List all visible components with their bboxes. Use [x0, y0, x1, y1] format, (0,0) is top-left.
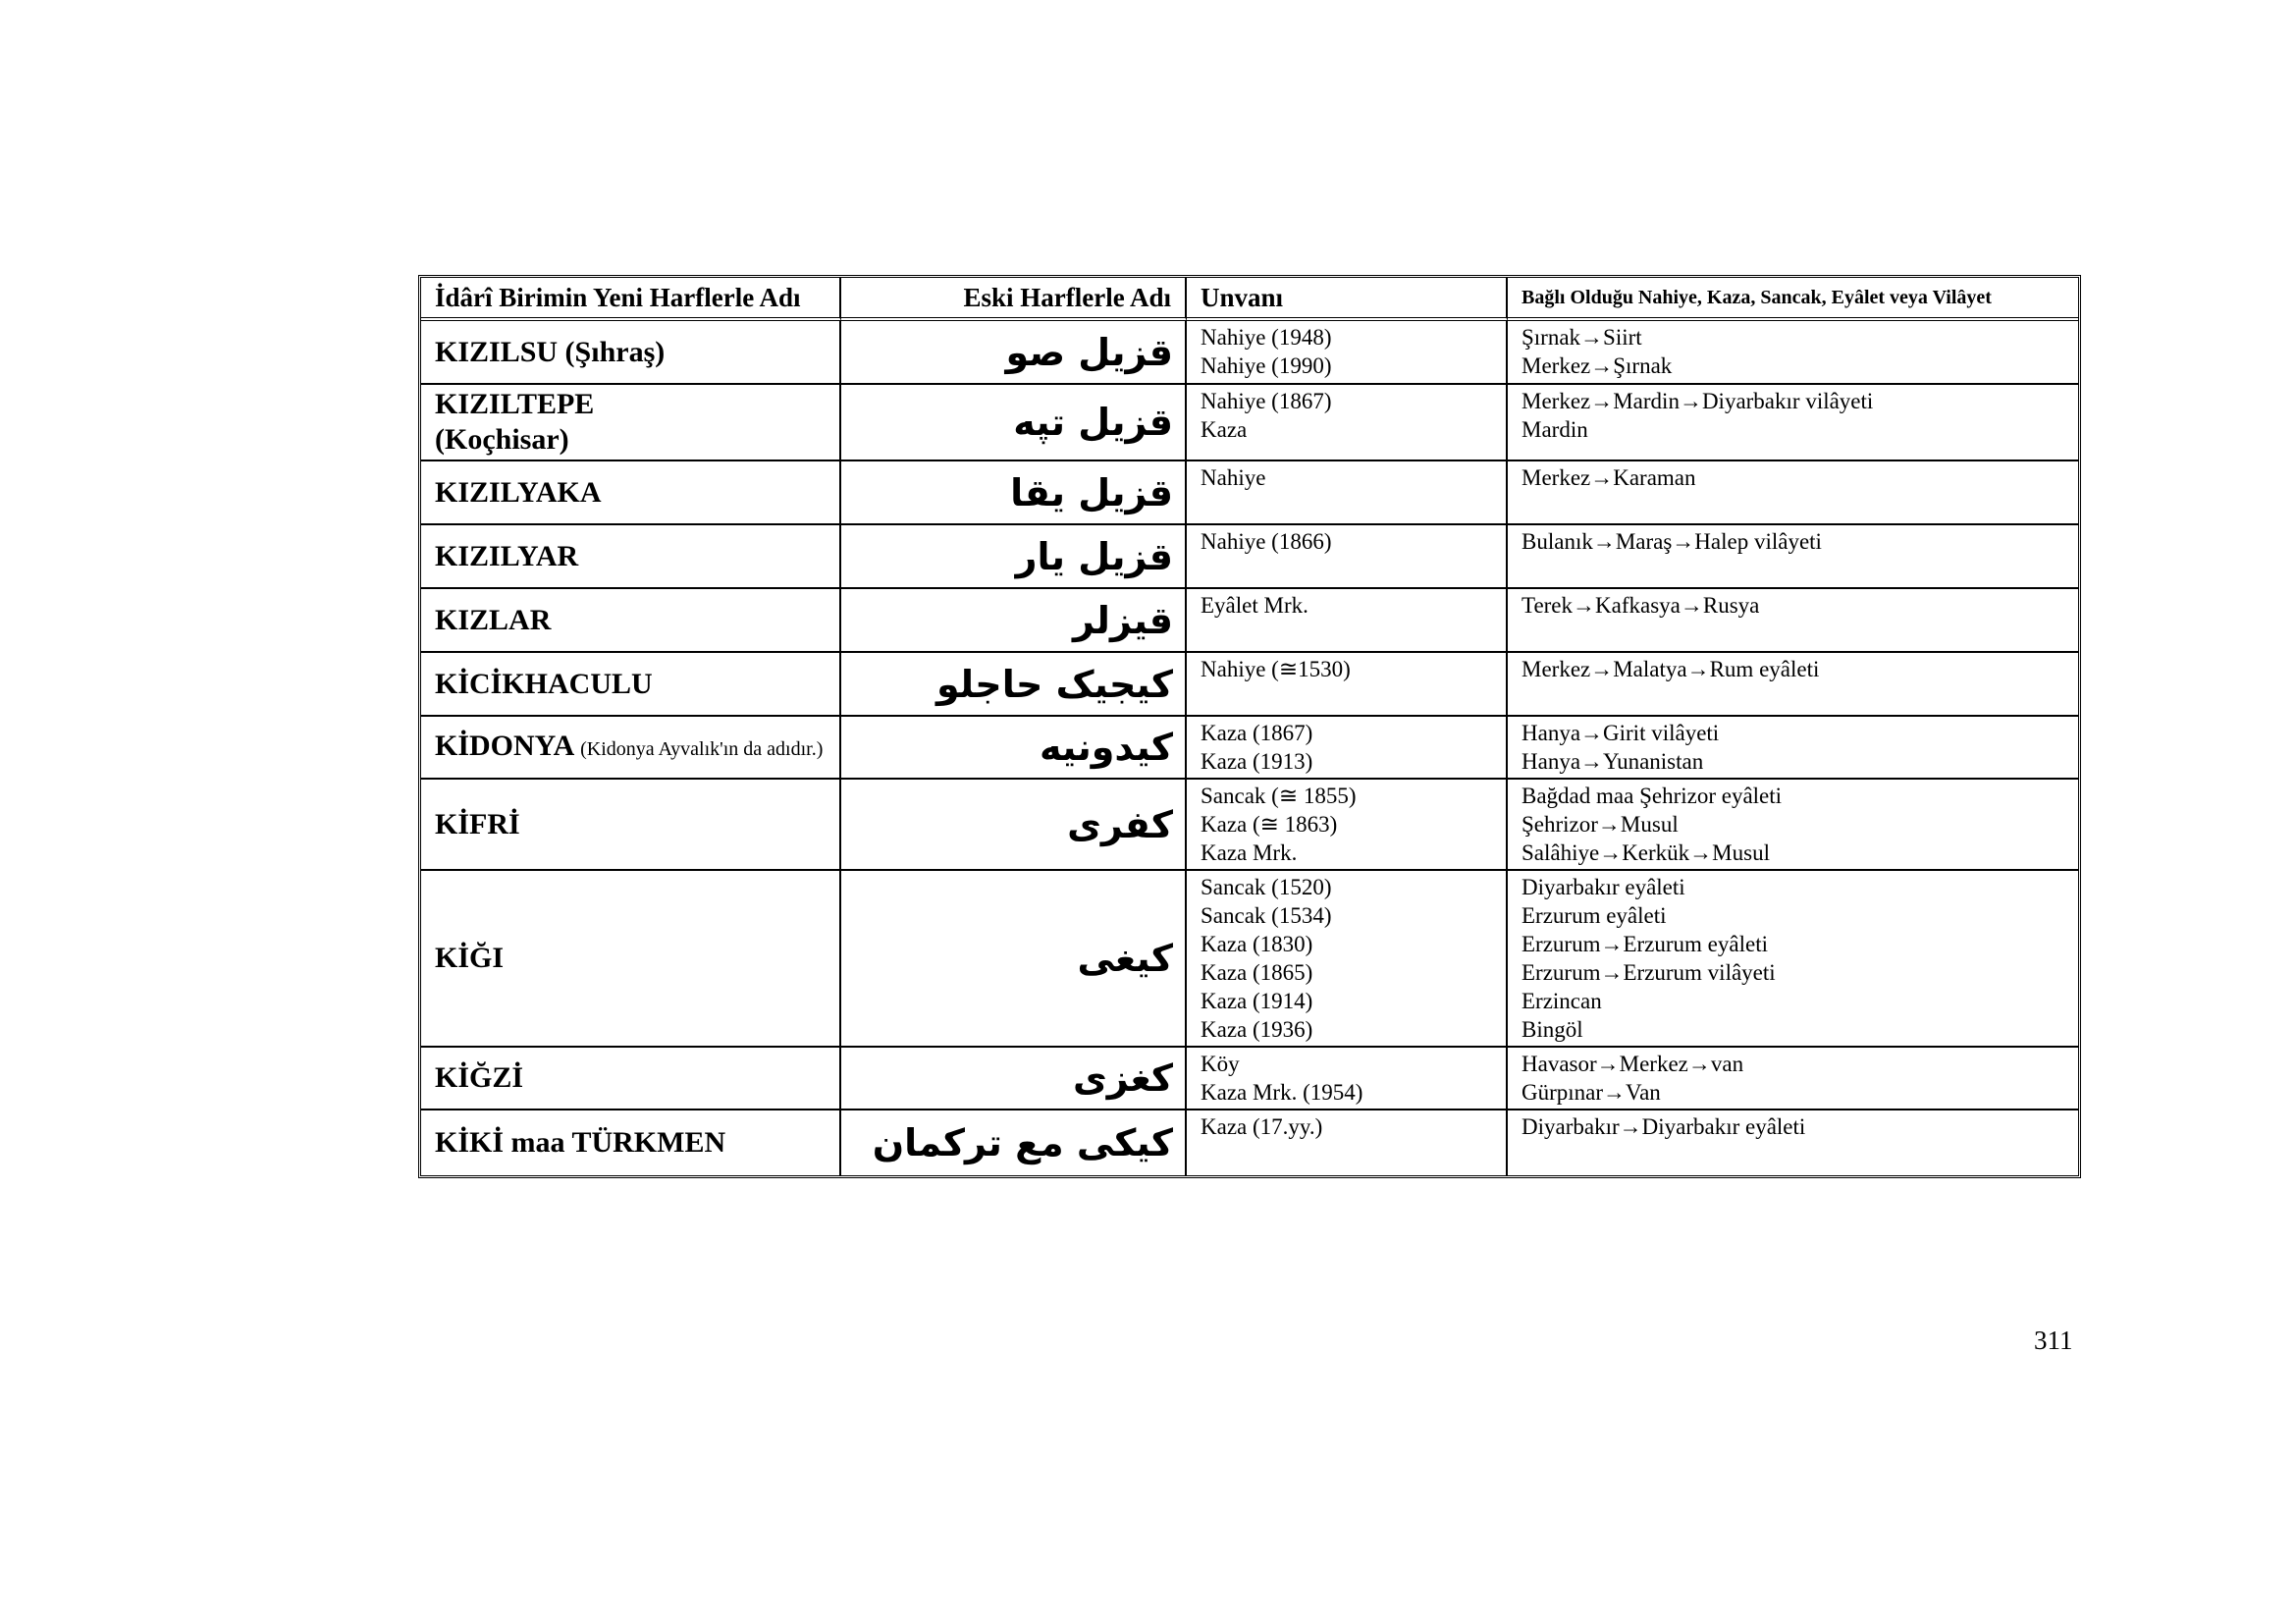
unit-old-name: كغزى — [841, 1048, 1187, 1110]
unit-titles — [1187, 525, 1508, 589]
table-row — [421, 1110, 2078, 1175]
unit-parents — [1508, 1110, 2078, 1175]
unit-name-text: KİCİKHACULU — [435, 667, 653, 700]
unit-title-line: Kaza (1830) — [1201, 932, 1313, 956]
unit-parents — [1508, 780, 2078, 871]
unit-title-line: Kaza Mrk. — [1201, 840, 1298, 865]
unit-parent-line: Merkez→Şırnak — [1522, 353, 1673, 378]
unit-parent-line: Terek→Kafkasya→Rusya — [1522, 593, 1760, 618]
unit-old-name: كيجيک حاجلو — [841, 653, 1187, 717]
unit-old-name: قزيل يار — [841, 525, 1187, 589]
unit-title-line: Nahiye — [1201, 465, 1266, 490]
table-row — [421, 321, 2078, 385]
unit-parent-line: Erzurum→Erzurum eyâleti — [1522, 932, 1768, 956]
unit-parents — [1508, 589, 2078, 653]
unit-parents — [1508, 1048, 2078, 1110]
unit-parent-line: Diyarbakır eyâleti — [1522, 875, 1685, 899]
unit-title-line: Nahiye (1867) — [1201, 389, 1332, 413]
unit-title-line: Nahiye (1866) — [1201, 529, 1332, 554]
unit-parents — [1508, 871, 2078, 1048]
unit-titles — [1187, 321, 1508, 385]
unit-name-text: KİĞI — [435, 942, 505, 974]
unit-title-line: Sancak (≅ 1855) — [1201, 784, 1357, 808]
table-row — [421, 589, 2078, 653]
unit-titles — [1187, 780, 1508, 871]
unit-title-line: Nahiye (1948) — [1201, 325, 1332, 350]
unit-titles — [1187, 589, 1508, 653]
unit-parent-line: Bulanık→Maraş→Halep vilâyeti — [1522, 529, 1822, 554]
page-number: 311 — [2034, 1326, 2073, 1355]
unit-title-line: Kaza (1914) — [1201, 989, 1313, 1013]
unit-title-line: Sancak (1534) — [1201, 903, 1332, 928]
unit-title-line: Kaza — [1201, 417, 1248, 442]
unit-old-name: كفرى — [841, 780, 1187, 871]
unit-new-name — [421, 589, 841, 653]
unit-parent-line: Hanya→Yunanistan — [1522, 749, 1704, 774]
unit-parent-line: Mardin — [1522, 417, 1588, 442]
table-row — [421, 780, 2078, 871]
unit-titles — [1187, 1048, 1508, 1110]
unit-new-name — [421, 385, 841, 461]
table-row — [421, 461, 2078, 525]
unit-parent-line: Erzurum→Erzurum vilâyeti — [1522, 960, 1776, 985]
unit-name-text: KIZILSU (Şıhraş) — [435, 335, 666, 368]
unit-titles — [1187, 717, 1508, 780]
unit-new-name — [421, 1048, 841, 1110]
unit-old-name: قزيل يقا — [841, 461, 1187, 525]
unit-titles — [1187, 653, 1508, 717]
unit-name-text: KİĞZİ — [435, 1061, 524, 1094]
unit-parent-line: Gürpınar→Van — [1522, 1080, 1661, 1105]
unit-parent-line: Merkez→Mardin→Diyarbakır vilâyeti — [1522, 389, 1874, 413]
unit-parents — [1508, 321, 2078, 385]
unit-new-name — [421, 1110, 841, 1175]
unit-parent-line: Salâhiye→Kerkük→Musul — [1522, 840, 1770, 865]
header-title: Unvanı — [1187, 278, 1508, 321]
table-row — [421, 525, 2078, 589]
unit-title-line: Kaza Mrk. (1954) — [1201, 1080, 1363, 1105]
unit-title-line: Kaza (1867) — [1201, 721, 1313, 745]
unit-new-name — [421, 525, 841, 589]
unit-name-text: KIZLAR — [435, 603, 552, 636]
table-header-row — [421, 278, 2078, 321]
unit-name-text: KİDONYA — [435, 729, 573, 762]
unit-parents — [1508, 461, 2078, 525]
unit-old-name: قزيل تپه — [841, 385, 1187, 461]
unit-titles — [1187, 461, 1508, 525]
unit-old-name: كيكى مع تركمان — [841, 1110, 1187, 1175]
header-old-name: Eski Harflerle Adı — [841, 278, 1187, 321]
unit-parent-line: Diyarbakır→Diyarbakır eyâleti — [1522, 1114, 1806, 1139]
unit-parent-line: Bingöl — [1522, 1017, 1583, 1042]
unit-title-line: Sancak (1520) — [1201, 875, 1332, 899]
unit-title-line: Nahiye (≅1530) — [1201, 657, 1351, 681]
unit-parent-line: Hanya→Girit vilâyeti — [1522, 721, 1720, 745]
unit-name-text: KİKİ maa TÜRKMEN — [435, 1126, 726, 1159]
unit-parents — [1508, 525, 2078, 589]
unit-new-name — [421, 321, 841, 385]
table-body — [421, 321, 2078, 1175]
table-row — [421, 1048, 2078, 1110]
unit-name-text: KIZILTEPE — [435, 388, 595, 420]
table-row — [421, 385, 2078, 461]
unit-name-text: KİFRİ — [435, 807, 520, 840]
unit-new-name — [421, 780, 841, 871]
unit-new-name — [421, 653, 841, 717]
unit-title-line: Kaza (17.yy.) — [1201, 1114, 1323, 1139]
unit-parent-line: Şehrizor→Musul — [1522, 812, 1679, 837]
header-parent: Bağlı Olduğu Nahiye, Kaza, Sancak, Eyâlet veya Vilâyet — [1508, 278, 2078, 321]
unit-old-name: قزيل صو — [841, 321, 1187, 385]
unit-title-line: Kaza (1913) — [1201, 749, 1313, 774]
unit-name-alt: (Koçhisar) — [435, 423, 569, 456]
admin-units-table — [418, 275, 2081, 1178]
unit-parent-line: Bağdad maa Şehrizor eyâleti — [1522, 784, 1783, 808]
unit-title-line: Köy — [1201, 1052, 1240, 1076]
header-new-name: İdârî Birimin Yeni Harflerle Adı — [421, 278, 841, 321]
unit-name-text: KIZILYAR — [435, 539, 579, 572]
unit-title-line: Kaza (≅ 1863) — [1201, 812, 1338, 837]
table-row — [421, 871, 2078, 1048]
unit-parent-line: Şırnak→Siirt — [1522, 325, 1642, 350]
unit-new-name — [421, 717, 841, 780]
unit-title-line: Nahiye (1990) — [1201, 353, 1332, 378]
unit-new-name — [421, 461, 841, 525]
unit-parent-line: Erzurum eyâleti — [1522, 903, 1667, 928]
unit-title-line: Eyâlet Mrk. — [1201, 593, 1308, 618]
unit-parent-line: Merkez→Malatya→Rum eyâleti — [1522, 657, 1820, 681]
unit-parent-line: Erzincan — [1522, 989, 1602, 1013]
unit-parent-line: Merkez→Karaman — [1522, 465, 1696, 490]
unit-parents — [1508, 717, 2078, 780]
table-row — [421, 717, 2078, 780]
unit-name-text: KIZILYAKA — [435, 475, 602, 509]
unit-parents — [1508, 385, 2078, 461]
unit-titles — [1187, 385, 1508, 461]
unit-parents — [1508, 653, 2078, 717]
unit-titles — [1187, 1110, 1508, 1175]
unit-title-line: Kaza (1865) — [1201, 960, 1313, 985]
unit-old-name: كيدونيه — [841, 717, 1187, 780]
unit-titles — [1187, 871, 1508, 1048]
unit-title-line: Kaza (1936) — [1201, 1017, 1313, 1042]
unit-new-name — [421, 871, 841, 1048]
unit-old-name: قيزلر — [841, 589, 1187, 653]
unit-old-name: كيغى — [841, 871, 1187, 1048]
table-row — [421, 653, 2078, 717]
unit-parent-line: Havasor→Merkez→van — [1522, 1052, 1744, 1076]
unit-note: (Kidonya Ayvalık'ın da adıdır.) — [580, 737, 824, 760]
